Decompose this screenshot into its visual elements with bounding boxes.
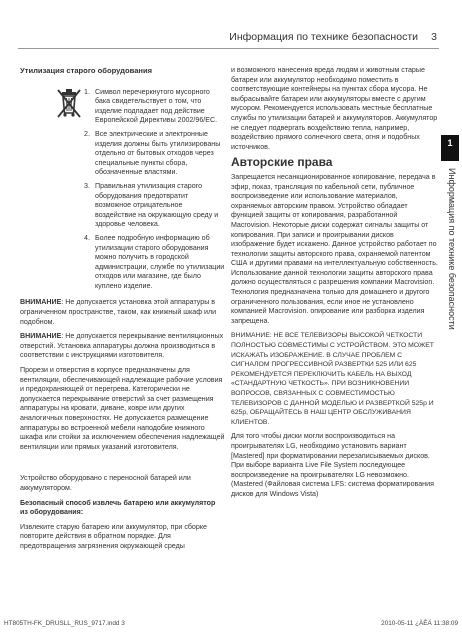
page-header — [0, 0, 462, 52]
print-footer — [4, 618, 458, 632]
footer-filename: HT805TH-FK_DRUSLL_RUS_9717.indd 3 — [4, 620, 125, 627]
battery-instructions: Извлеките старую батарею или аккумулятор, при сборке повторите действия в обратном порядке. Для предотвращения загрязнения окружающей среды — [20, 522, 207, 550]
mastered-format-paragraph: Для того чтобы диски могли воспроизводиться на проигрывателях LG, необходимо установить вариант [Mastered] при форматировании перезаписываемых дисков. При выборе варианта Live File System последующее воспроизведение на проигрывателях LG невозможно. (Mastered (Файловая система LFS: система форматирования дисков для Windows Vista) — [231, 432, 434, 498]
chapter-number: 1 — [447, 138, 453, 148]
left-column — [20, 66, 225, 557]
page-number: 3 — [431, 31, 437, 43]
list-item: 2. Все электрические и электронные изделия должны быть утилизированы отдельно от бытовых отходов через специальные пункты сбора, обозначенные властями. — [84, 129, 221, 177]
list-item: 4. Более подробную информацию об утилизации старого оборудования можно получить в городской администрации, службе по утилизации отходов или магазине, где было куплено изделие. — [84, 233, 225, 290]
battery-continued-paragraph: и возможного нанесения вреда людям и животным старые батареи или аккумулятор необходимо поместить в соответствующие контейнеры на пунктах сбора мусора. Не выбрасывайте батареи или аккумуляторы вместе с другим мусором. Рекомендуется использовать местные бесплатные службы по утилизации батарей и аккумуляторов. Аккумулятор не следует подвергать воздействию тепла, например, воздействию прямого солнечного света, огня и подобных источников. — [231, 66, 438, 151]
header-divider — [18, 48, 439, 49]
list-item: 1. Символ перечеркнутого мусорного бака свидетельствует о том, что изделие подпадает под действие Европейской Директивы 2002/96/EC. — [84, 87, 218, 125]
header-title: Информация по технике безопасности — [229, 31, 418, 43]
disposal-list — [20, 88, 225, 292]
ventilation-paragraph: Прорези и отверстия в корпусе предназначены для вентиляции, обеспечивающей надлежащие рабочие условия и предохраняющей от перегрева. Категорически не допускается перекрывание отверстий за счет размещения аппаратуры на кровати, диване, ковре или других аналогичных поверхностях. Не допускается размещение аппаратуры во встроенной мебели наподобие книжного шкафа или стойки за исключением обеспечения надлежащей вентиляции или прямых указаний изготовителя. — [20, 366, 225, 451]
copyright-paragraph: Запрещается несанкционированное копирование, передача в эфир, показ, трансляция по кабельной сети, публичное воспроизведение или использование материалов, охраняемых авторским правом. Устройство обладает функцией защиты от копирования, разработанной Macrovision. Некоторые диски содержат сигналы защиты от копирования. При записи и проигрывании дисков изображение будет искажено. Данное устройство работает по технологии защиты авторского права, охраняемой патентом США и другими правами на интеллектуальную собственность. Использование данной технологии защиты авторского права должно осуществляться с разрешения компании Macrovision. Технология предназначена только для домашнего и другого ограниченного пользования, если иное не установлено компанией Macrovision. опирование или разборка изделия запрещена. — [231, 172, 438, 325]
footer-timestamp: 2010-05-11 ¿ÀÈÄ 11:38:09 — [381, 620, 458, 627]
battery-paragraph: Устройство оборудовано с переносной батарей или аккумулятором. — [20, 474, 191, 492]
disposal-title: Утилизация старого оборудования — [20, 66, 153, 75]
list-item: 3. Правильная утилизация старого оборудования предотвратит возможное отрицательное воздействие на окружающую среду и здоровье человека. — [84, 181, 219, 229]
battery-heading: Безопасный способ извлечь батарею или аккумулятор из оборудования: — [20, 498, 216, 517]
hd-compatibility-notice: ВНИМАНИЕ: НЕ ВСЕ ТЕЛЕВИЗОРЫ ВЫСОКОЙ ЧЕТКОСТИ ПОЛНОСТЬЮ СОВМЕСТИМЫ С УСТРОЙСТВОМ. ЭТО МОЖЕТ ИСКАЖАТЬ ИЗОБРАЖЕНИЕ. В СЛУЧАЕ ПРОБЛЕМ С СИГНАЛОМ ПРОГРЕССИВНОЙ РАЗВЕРТКИ 525 ИЛИ 625 РЕКОМЕНДУЕТСЯ ПЕРЕКЛЮЧИТЬ КАБЕЛЬ НА ВЫХОД «СТАНДАРТНУЮ ЧЕТКОСТЬ». ПРИ ВОЗНИКНОВЕНИИ ВОПРОСОВ, СВЯЗАННЫХ С СОВМЕСТИМОСТЬЮ ТЕЛЕВИЗОРОВ С ДАННОЙ МОДЕЛЬЮ И РАЗВЕРТКОЙ 525p И 625p, ОБРАЩАЙТЕСЬ В НАШ ЦЕНТР ОБСЛУЖИВАНИЯ КЛИЕНТОВ. — [231, 332, 434, 426]
copyright-heading: Авторские права — [231, 155, 333, 170]
warning-ventilation: ВНИМАНИЕ: Не допускается перекрывание вентиляционных отверстий. Установка аппаратуры должна производиться в соответствии с инструкциями изготовителя. — [20, 332, 224, 360]
chapter-label: Информация по технике безопасности — [447, 168, 457, 330]
right-column — [231, 66, 439, 505]
warning-enclosure: ВНИМАНИЕ: Не допускается установка этой аппаратуры в ограниченном пространстве, таком, как книжный шкаф или подобном. — [20, 298, 217, 326]
